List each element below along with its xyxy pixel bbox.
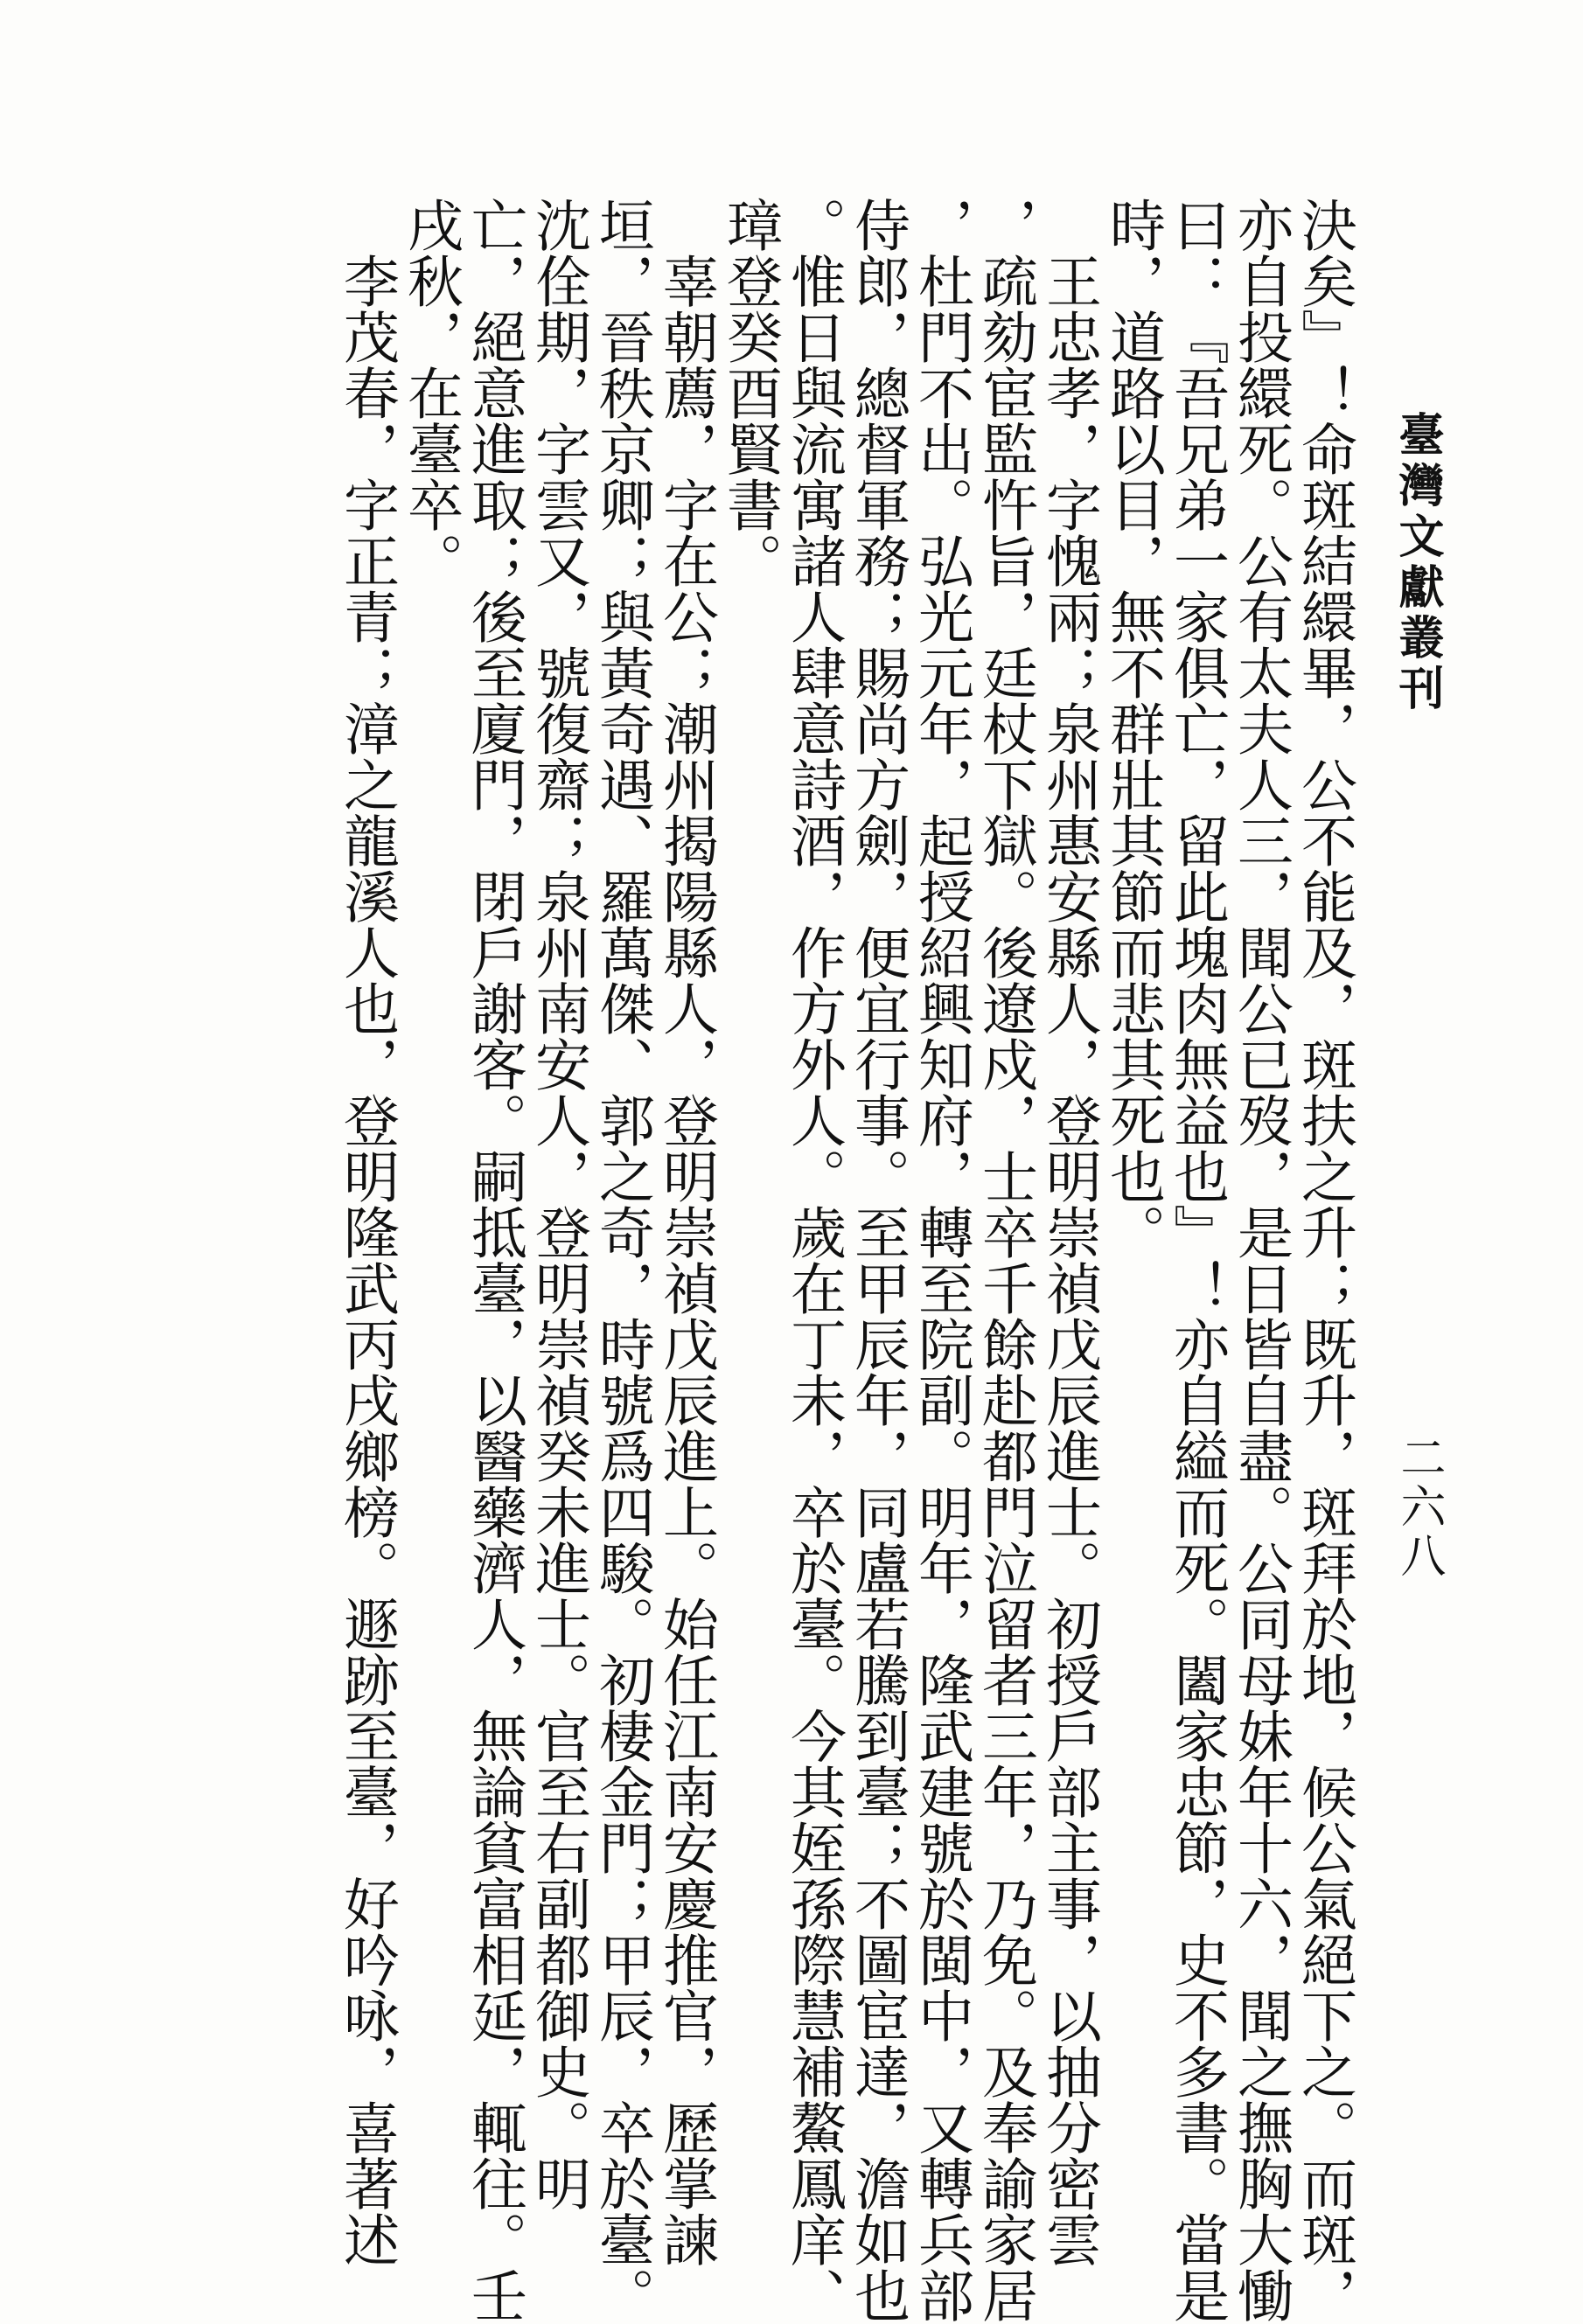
vertical-text-body	[334, 197, 1356, 2323]
text-column: ，杜門不出。弘光元年，起授紹興知府，轉至院副。明年，隆武建號於閩中，又轉兵部	[909, 197, 973, 2323]
text-column: 亡，絕意進取；後至廈門，閉戶謝客。嗣抵臺，以醫藥濟人，無論貧富相延，輒往。壬	[462, 197, 527, 2323]
text-column: 垣，晉秩京卿；與黃奇遇、羅萬傑、郭之奇，時號爲四駿。初棲金門；甲辰，卒於臺。	[589, 197, 654, 2323]
text-column: 璋登癸酉賢書。	[717, 197, 782, 588]
page-number: 二六八	[1392, 1434, 1445, 1581]
text-column: 決矣』！命斑結繯畢，公不能及，斑扶之升；既升，斑拜於地，候公氣絕下之。而斑，	[1292, 197, 1356, 2323]
text-column: ，疏劾宦監忤旨，廷杖下獄。後遼戍，士卒千餘赴都門泣留者三年，乃免。及奉諭家居	[973, 197, 1037, 2323]
text-column: 時，道路以目，無不群壯其節而悲其死也。	[1100, 197, 1165, 1260]
text-column-paragraph-start: 李茂春，字正青；漳之龍溪人也，登明隆武丙戌鄉榜。遯跡至臺，好吟咏，喜著述	[334, 253, 399, 2267]
text-column: 。惟日與流寓諸人肆意詩酒，作方外人。歲在丁未，卒於臺。今其姪孫際慧補鰲鳳庠、	[781, 197, 846, 2323]
text-column: 沈佺期，字雲又，號復齋；泉州南安人，登明崇禎癸未進士。官至右副都御史。明	[526, 197, 590, 2211]
text-column-paragraph-start: 王忠孝，字愧兩；泉州惠安縣人，登明崇禎戊辰進士。初授戶部主事，以抽分密雲	[1036, 253, 1101, 2267]
text-column-paragraph-start: 辜朝薦，字在公；潮州揭陽縣人，登明崇禎戊辰進上。始任江南安慶推官，歷掌諫	[653, 253, 718, 2267]
text-column: 曰：『吾兄弟一家俱亡，留此塊肉無益也』！亦自縊而死。闔家忠節，史不多書。當是	[1164, 197, 1229, 2323]
text-column: 亦自投繯死。公有太夫人三，聞公已歿，是日皆自盡。公同母妹年十六，聞之撫胸大慟	[1228, 197, 1293, 2323]
text-column: 戌秋，在臺卒。	[398, 197, 463, 588]
text-column: 侍郎，總督軍務；賜尚方劍，便宜行事。至甲辰年，同盧若騰到臺；不圖宦達，澹如也	[845, 197, 910, 2323]
running-head-series-title: 臺灣文獻叢刊	[1391, 411, 1444, 715]
